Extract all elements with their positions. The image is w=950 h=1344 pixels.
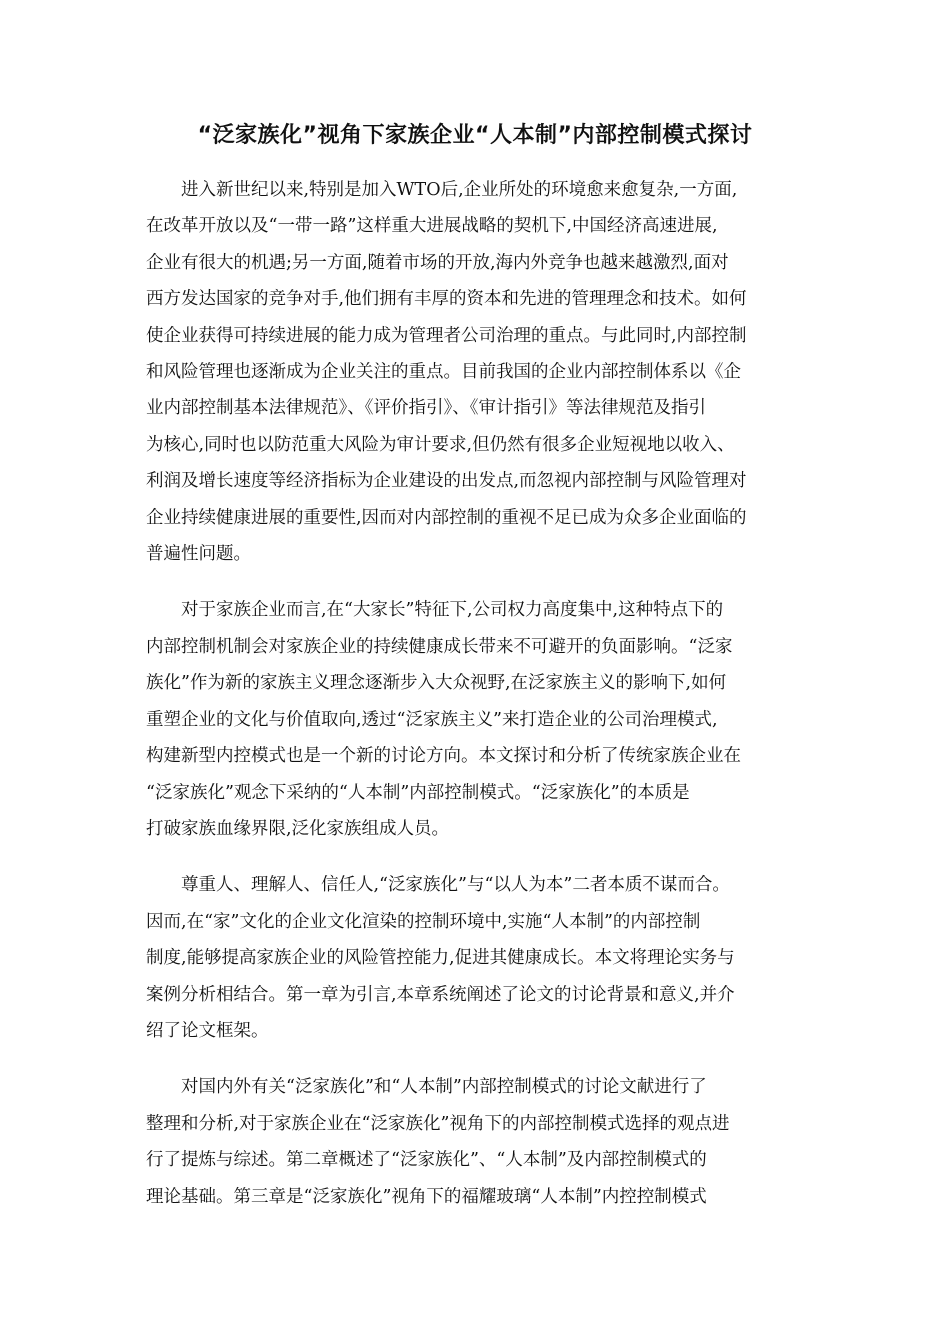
text-line: 利润及增长速度等经济指标为企业建设的出发点,而忽视内部控制与风险管理对 bbox=[146, 471, 747, 492]
text-line: 因而,在“家”文化的企业文化渲染的控制环境中,实施“人本制”的内部控制 bbox=[146, 911, 701, 932]
text-line: 企业持续健康进展的重要性,因而对内部控制的重视不足已成为众多企业面临的 bbox=[146, 507, 747, 528]
document-body bbox=[146, 172, 814, 1235]
text-line: 内部控制机制会对家族企业的持续健康成长带来不可避开的负面影响。“泛家 bbox=[146, 636, 733, 657]
text-line: 行了提炼与综述。第二章概述了“泛家族化”、“人本制”及内部控制模式的 bbox=[146, 1150, 707, 1171]
text-line: 普遍性问题。 bbox=[146, 544, 251, 565]
text-line: 业内部控制基本法律规范》、《评价指引》、《审计指引》等法律规范及指引 bbox=[146, 398, 706, 419]
paragraph bbox=[146, 172, 814, 572]
text-line: 和风险管理也逐渐成为企业关注的重点。目前我国的企业内部控制体系以《企 bbox=[146, 362, 741, 383]
text-line: 对国内外有关“泛家族化”和“人本制”内部控制模式的讨论文献进行了 bbox=[181, 1077, 707, 1098]
text-line: 企业有很大的机遇;另一方面,随着市场的开放,海内外竞争也越来越激烈,面对 bbox=[146, 252, 729, 273]
text-line: 案例分析相结合。第一章为引言,本章系统阐述了论文的讨论背景和意义,并介 bbox=[146, 984, 735, 1005]
text-line: 构建新型内控模式也是一个新的讨论方向。本文探讨和分析了传统家族企业在 bbox=[146, 746, 741, 767]
text-line: 对于家族企业而言,在“大家长”特征下,公司权力高度集中,这种特点下的 bbox=[181, 600, 724, 621]
paragraph bbox=[146, 867, 814, 1049]
text-line: 进入新世纪以来,特别是加入WTO后,企业所处的环境愈来愈复杂,一方面, bbox=[181, 180, 738, 200]
document-title: “泛家族化”视角下家族企业“人本制”内部控制模式探讨 bbox=[197, 123, 753, 148]
paragraph bbox=[146, 1069, 814, 1215]
text-line: 在改革开放以及“一带一路”这样重大进展战略的契机下,中国经济高速进展, bbox=[146, 216, 718, 237]
text-line: 为核心,同时也以防范重大风险为审计要求,但仍然有很多企业短视地以收入、 bbox=[146, 434, 735, 455]
text-line: “泛家族化”观念下采纳的“人本制”内部控制模式。“泛家族化”的本质是 bbox=[146, 782, 690, 803]
paragraph bbox=[146, 592, 814, 847]
text-line: 绍了论文框架。 bbox=[146, 1020, 269, 1041]
text-line: 使企业获得可持续进展的能力成为管理者公司治理的重点。与此同时,内部控制 bbox=[146, 325, 747, 346]
text-line: 打破家族血缘界限,泛化家族组成人员。 bbox=[146, 818, 450, 839]
text-line: 尊重人、理解人、信任人,“泛家族化”与“以人为本”二者本质不谋而合。 bbox=[181, 875, 730, 896]
text-line: 重塑企业的文化与价值取向,透过“泛家族主义”来打造企业的公司治理模式, bbox=[146, 709, 718, 730]
text-line: 族化”作为新的家族主义理念逐渐步入大众视野,在泛家族主义的影响下,如何 bbox=[146, 673, 727, 694]
text-line: 制度,能够提高家族企业的风险管控能力,促进其健康成长。本文将理论实务与 bbox=[146, 948, 735, 969]
text-line: 西方发达国家的竞争对手,他们拥有丰厚的资本和先进的管理理念和技术。如何 bbox=[146, 289, 747, 310]
text-line: 理论基础。第三章是“泛家族化”视角下的福耀玻璃“人本制”内控控制模式 bbox=[146, 1186, 707, 1207]
text-line: 整理和分析,对于家族企业在“泛家族化”视角下的内部控制模式选择的观点进 bbox=[146, 1113, 730, 1134]
